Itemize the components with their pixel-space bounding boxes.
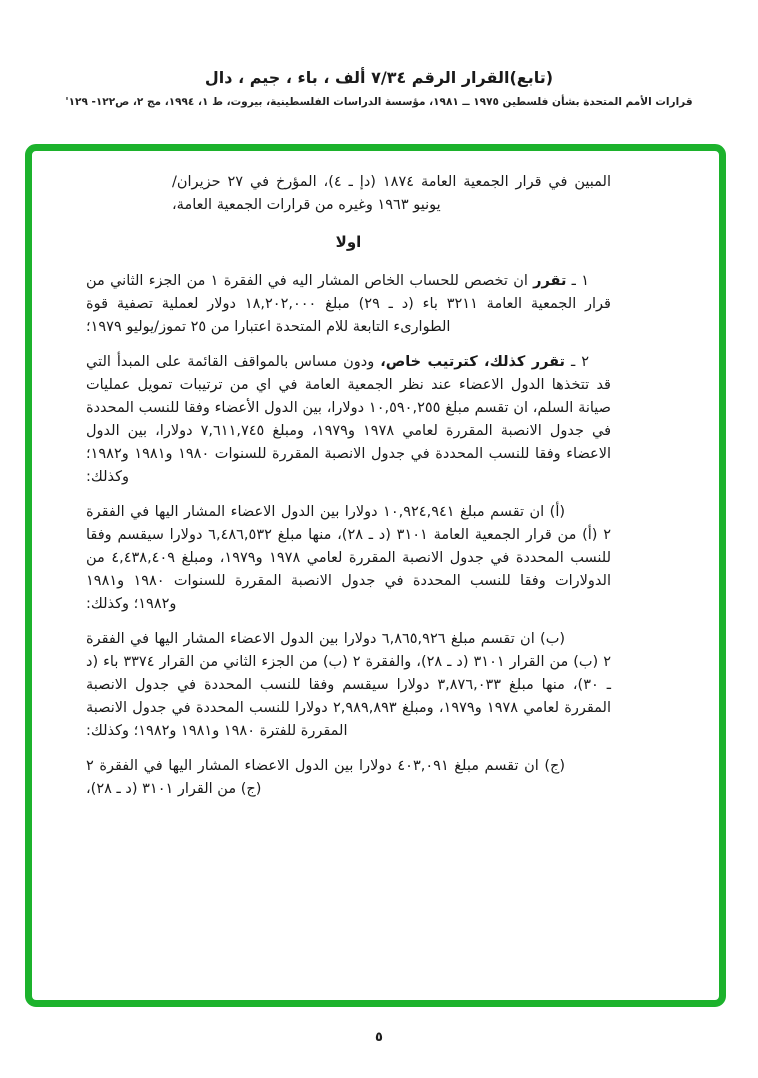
text-run: (ج) ان تقسم مبلغ ٤٠٣,٠٩١ دولارا بين الدول الاعضاء المشار اليها في الفقرة ٢ (ج) من القرار ٣١٠١ (د ـ ٢٨)،	[86, 758, 566, 797]
paragraph	[86, 270, 611, 339]
paragraph	[86, 351, 611, 489]
highlight-border-box	[25, 144, 726, 1007]
section-heading	[86, 231, 611, 254]
text-run: المبين في قرار الجمعية العامة ١٨٧٤ (دإ ـ ٤)، المؤرخ في ٢٧ حزيران/ يونيو ١٩٦٣ وغيره من قرارات الجمعية العامة،	[172, 174, 611, 213]
text-run: ٢ ـ	[565, 354, 590, 370]
text-run: ودون مساس بالمواقف القائمة على المبدأ التي قد تتخذها الدول الاعضاء عند نظر الجمعية العامة في اي من ترتيبات تمويل عمليات صيانة السلم، ان تقسم مبلغ ١٠,٥٩٠,٢٥٥ دولارا، بين الدول الأعضاء وفقا للنسب المحددة في جدول الانصبة المقررة لعامي ١٩٧٨ و١٩٧٩، ومبلغ ٧,٦١١,٧٤٥ دولارا، بين الدول الاعضاء وفقا للنسب المحددة في جدول الانصبة المقررة للسنوات ١٩٨٠ و١٩٨١ و١٩٨٢؛ وكذلك:	[86, 354, 611, 485]
document-body	[32, 151, 719, 801]
paragraph	[86, 628, 611, 743]
paragraph	[172, 171, 611, 217]
text-run: ١ ـ	[566, 273, 589, 289]
text-run: (ب) ان تقسم مبلغ ٦,٨٦٥,٩٢٦ دولارا بين الدول الاعضاء المشار اليها في الفقرة ٢ (ب) من القرار ٣١٠١ (د ـ ٢٨)، والفقرة ٢ (ب) من الجزء الثاني من القرار ٣٣٧٤ باء (د ـ ٣٠)، منها مبلغ ٣,٨٧٦,٠٣٣ دولارا سيقسم وفقا للنسب المحددة في جدول الانصبة المقررة لعامي ١٩٧٨ و١٩٧٩، ومبلغ ٢,٩٨٩,٨٩٣ دولارا للنسب المحددة في جدول الانصبة المقررة للفترة ١٩٨٠ و١٩٨١ و١٩٨٢؛ وكذلك:	[86, 631, 611, 739]
text-run: ان تخصص للحساب الخاص المشار اليه في الفقرة ١ من الجزء الثاني من قرار الجمعية العامة ٣٢١١ باء (د ـ ٢٩) مبلغ ١٨,٢٠٢,٠٠٠ دولار لعملية تصفية قوة الطوارىء التابعة للام المتحدة اعتبارا من ٢٥ تموز/يوليو ١٩٧٩؛	[86, 273, 611, 335]
emphasis-text: اولا	[335, 233, 362, 251]
emphasis-text: تقرر	[533, 273, 567, 289]
emphasis-text: تقرر كذلك، كترتيب خاص،	[380, 354, 565, 370]
source-citation: قرارات الأمم المتحدة بشأن فلسطين ١٩٧٥ ــ ١٩٨١، مؤسسة الدراسات الفلسطينية، بيروت، ط ١، ١٩٩٤، مج ٢، ص١٢٢- ١٢٩'	[65, 96, 693, 108]
paragraph	[86, 501, 611, 616]
paragraph	[86, 755, 611, 801]
text-run: (أ) ان تقسم مبلغ ١٠,٩٢٤,٩٤١ دولارا بين الدول الاعضاء المشار اليها في الفقرة ٢ (أ) من قرار الجمعية العامة ٣١٠١ (د ـ ٢٨)، منها مبلغ ٦,٤٨٦,٥٣٢ دولارا سيقسم وفقا للنسب المحددة في جدول الانصبة المقررة لعامي ١٩٧٨ و١٩٧٩، ومبلغ ٤,٤٣٨,٤٠٩ من الدولارات وفقا للنسب المحددة في جدول الانصبة المقررة للسنوات ١٩٨٠ و١٩٨١ و١٩٨٢؛ وكذلك:	[86, 504, 611, 612]
page-number: ٥	[375, 1030, 383, 1045]
page-header	[0, 68, 758, 108]
resolution-title: (تابع)القرار الرقم ٧/٣٤ ألف ، باء ، جيم ، دال	[204, 68, 554, 87]
